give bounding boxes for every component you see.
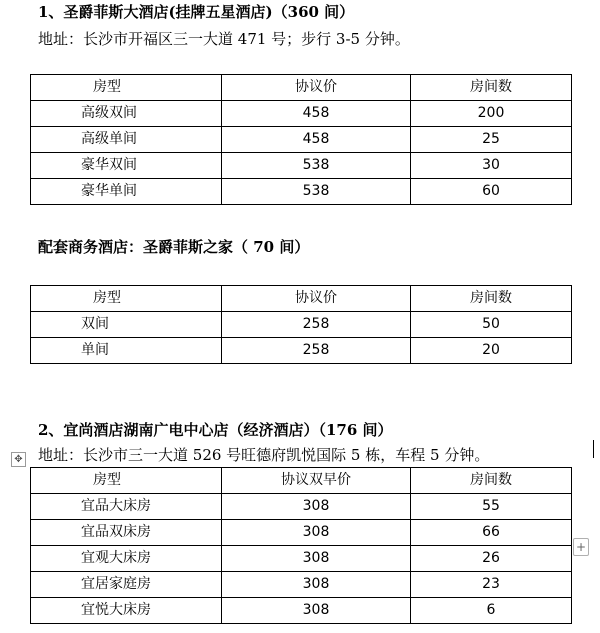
price-cell: 258	[222, 312, 411, 338]
table-row	[31, 520, 572, 546]
add-row-plus-icon[interactable]: +	[573, 538, 589, 556]
table-row	[31, 312, 572, 338]
price-cell: 308	[222, 546, 411, 572]
room-count-cell: 60	[411, 179, 572, 205]
price-cell: 308	[222, 598, 411, 624]
room-type-cell: 高级单间	[31, 127, 222, 153]
hotel2-table	[30, 467, 572, 624]
hotel1-table	[30, 74, 572, 205]
table-row	[31, 127, 572, 153]
room-count-cell: 66	[411, 520, 572, 546]
table-header-row	[31, 75, 572, 101]
table-row	[31, 572, 572, 598]
hotel1b-heading: 配套商务酒店：圣爵菲斯之家（ 70 间）	[38, 238, 310, 256]
room-type-cell: 宜悦大床房	[31, 598, 222, 624]
column-header: 房间数	[411, 75, 572, 101]
column-header: 协议双早价	[222, 468, 411, 494]
room-type-cell: 宜品大床房	[31, 494, 222, 520]
room-type-cell: 高级双间	[31, 101, 222, 127]
table-row	[31, 338, 572, 364]
price-cell: 538	[222, 153, 411, 179]
hotel1b-table	[30, 285, 572, 364]
column-header: 房间数	[411, 286, 572, 312]
hotel1-heading: 1、圣爵菲斯大酒店(挂牌五星酒店)（360 间）	[38, 3, 355, 21]
hotel2-address: 地址：长沙市三一大道 526 号旺德府凯悦国际 5 栋，车程 5 分钟。	[38, 446, 490, 464]
price-cell: 308	[222, 494, 411, 520]
room-count-cell: 6	[411, 598, 572, 624]
room-count-cell: 50	[411, 312, 572, 338]
column-header: 房型	[31, 75, 222, 101]
column-header: 协议价	[222, 75, 411, 101]
table-move-handle-icon[interactable]: ✥	[11, 452, 26, 467]
table-header-row	[31, 468, 572, 494]
room-type-cell: 宜观大床房	[31, 546, 222, 572]
table-header-row	[31, 286, 572, 312]
room-type-cell: 豪华双间	[31, 153, 222, 179]
hotel1-address: 地址：长沙市开福区三一大道 471 号；步行 3-5 分钟。	[38, 30, 410, 48]
table-row	[31, 153, 572, 179]
column-header: 房型	[31, 468, 222, 494]
table-row	[31, 101, 572, 127]
price-cell: 458	[222, 127, 411, 153]
room-type-cell: 豪华单间	[31, 179, 222, 205]
hotel2-heading: 2、宜尚酒店湖南广电中心店（经济酒店）（176 间）	[38, 421, 393, 439]
room-count-cell: 25	[411, 127, 572, 153]
room-count-cell: 30	[411, 153, 572, 179]
column-header: 房间数	[411, 468, 572, 494]
room-count-cell: 200	[411, 101, 572, 127]
room-type-cell: 宜居家庭房	[31, 572, 222, 598]
price-cell: 538	[222, 179, 411, 205]
price-cell: 258	[222, 338, 411, 364]
column-header: 房型	[31, 286, 222, 312]
text-cursor	[593, 440, 594, 458]
price-cell: 308	[222, 520, 411, 546]
room-count-cell: 23	[411, 572, 572, 598]
table-row	[31, 598, 572, 624]
room-type-cell: 双间	[31, 312, 222, 338]
room-count-cell: 20	[411, 338, 572, 364]
room-type-cell: 宜品双床房	[31, 520, 222, 546]
room-count-cell: 26	[411, 546, 572, 572]
table-row	[31, 494, 572, 520]
room-type-cell: 单间	[31, 338, 222, 364]
price-cell: 308	[222, 572, 411, 598]
table-row	[31, 546, 572, 572]
price-cell: 458	[222, 101, 411, 127]
table-row	[31, 179, 572, 205]
column-header: 协议价	[222, 286, 411, 312]
room-count-cell: 55	[411, 494, 572, 520]
